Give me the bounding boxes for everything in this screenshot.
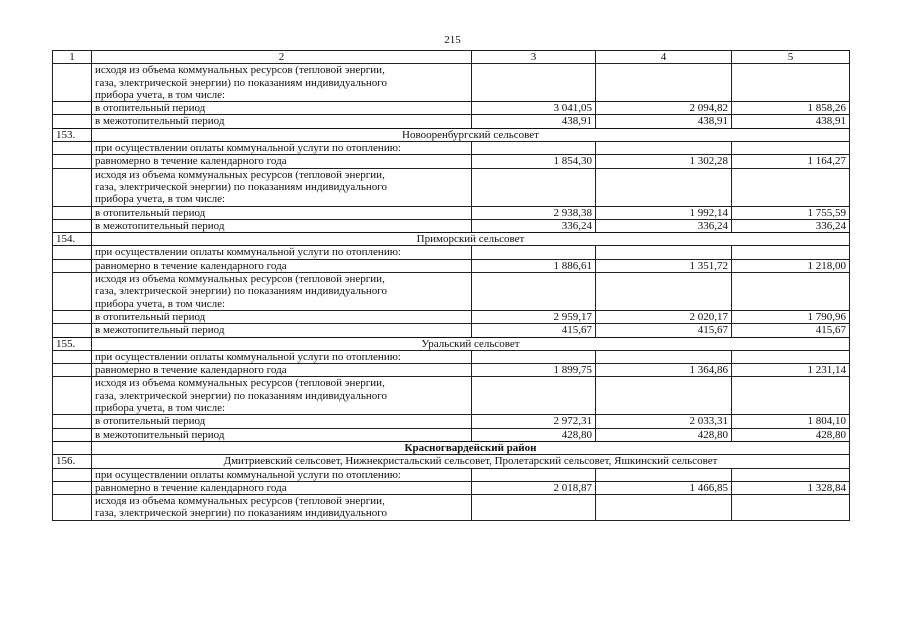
value-cell: 1 858,26 — [732, 102, 850, 115]
value-cell: 2 020,17 — [596, 310, 732, 323]
value-cell: 415,67 — [732, 324, 850, 337]
row-label: при осуществлении оплаты коммунальной услуги по отоплению: — [92, 468, 472, 481]
value-cell: 428,80 — [596, 428, 732, 441]
row-label: в межотопительный период — [92, 115, 472, 128]
row-label: исходя из объема коммунальных ресурсов (тепловой энергии, газа, электрической энергии) по показаниям индивидуального — [92, 495, 472, 521]
value-cell: 1 466,85 — [596, 481, 732, 494]
section-name: Новооренбургский сельсовет — [92, 128, 850, 141]
row-label: исходя из объема коммунальных ресурсов (тепловой энергии, газа, электрической энергии) по показаниям индивидуального прибора учета, в том числе: — [92, 168, 472, 206]
table-row — [53, 428, 850, 441]
row-label: равномерно в течение календарного года — [92, 259, 472, 272]
row-label: в отопительный период — [92, 310, 472, 323]
section-header-row — [53, 455, 850, 468]
value-cell: 2 959,17 — [472, 310, 596, 323]
value-cell: 3 041,05 — [472, 102, 596, 115]
table-row — [53, 219, 850, 232]
district-name: Красногвардейский район — [92, 441, 850, 454]
table-row — [53, 259, 850, 272]
value-cell: 336,24 — [732, 219, 850, 232]
row-label: при осуществлении оплаты коммунальной услуги по отоплению: — [92, 350, 472, 363]
table-row — [53, 495, 850, 521]
value-cell: 1 899,75 — [472, 364, 596, 377]
value-cell: 2 972,31 — [472, 415, 596, 428]
value-cell: 2 018,87 — [472, 481, 596, 494]
section-header-row — [53, 233, 850, 246]
value-cell: 1 218,00 — [732, 259, 850, 272]
section-name: Приморский сельсовет — [92, 233, 850, 246]
table-row — [53, 115, 850, 128]
page-number: 215 — [444, 34, 461, 46]
section-number: 155. — [53, 337, 92, 350]
section-number: 154. — [53, 233, 92, 246]
table-row — [53, 481, 850, 494]
table-row — [53, 64, 850, 102]
row-label: в отопительный период — [92, 415, 472, 428]
row-label: исходя из объема коммунальных ресурсов (тепловой энергии, газа, электрической энергии) по показаниям индивидуального прибора учета, в том числе: — [92, 64, 472, 102]
row-label: в межотопительный период — [92, 324, 472, 337]
value-cell: 1 351,72 — [596, 259, 732, 272]
value-cell: 1 364,86 — [596, 364, 732, 377]
value-cell: 1 854,30 — [472, 155, 596, 168]
table-row — [53, 273, 850, 311]
value-cell: 1 164,27 — [732, 155, 850, 168]
table-row — [53, 364, 850, 377]
section-header-row — [53, 337, 850, 350]
section-header-row — [53, 128, 850, 141]
table-row — [53, 310, 850, 323]
value-cell: 428,80 — [732, 428, 850, 441]
table-row — [53, 102, 850, 115]
value-cell: 1 231,14 — [732, 364, 850, 377]
value-cell: 2 033,31 — [596, 415, 732, 428]
table-row — [53, 415, 850, 428]
row-label: исходя из объема коммунальных ресурсов (тепловой энергии, газа, электрической энергии) по показаниям индивидуального прибора учета, в том числе: — [92, 273, 472, 311]
value-cell: 415,67 — [596, 324, 732, 337]
header-cell: 4 — [596, 51, 732, 64]
value-cell: 1 328,84 — [732, 481, 850, 494]
header-cell: 2 — [92, 51, 472, 64]
row-label: в межотопительный период — [92, 428, 472, 441]
row-label: при осуществлении оплаты коммунальной услуги по отоплению: — [92, 246, 472, 259]
value-cell: 438,91 — [596, 115, 732, 128]
row-label: при осуществлении оплаты коммунальной услуги по отоплению: — [92, 142, 472, 155]
header-cell: 1 — [53, 51, 92, 64]
table-row — [53, 324, 850, 337]
value-cell: 1 302,28 — [596, 155, 732, 168]
value-cell: 1 755,59 — [732, 206, 850, 219]
section-name: Дмитриевский сельсовет, Нижнекристальский сельсовет, Пролетарский сельсовет, Яшкинский сельсовет — [92, 455, 850, 468]
value-cell: 1 804,10 — [732, 415, 850, 428]
row-label: в отопительный период — [92, 206, 472, 219]
value-cell: 1 886,61 — [472, 259, 596, 272]
value-cell: 415,67 — [472, 324, 596, 337]
table-row — [53, 246, 850, 259]
value-cell: 336,24 — [472, 219, 596, 232]
tariff-table — [52, 50, 850, 521]
table-row — [53, 155, 850, 168]
table-row — [53, 168, 850, 206]
header-row — [53, 51, 850, 64]
row-label: равномерно в течение календарного года — [92, 481, 472, 494]
value-cell: 1 790,96 — [732, 310, 850, 323]
section-name: Уральский сельсовет — [92, 337, 850, 350]
section-number: 153. — [53, 128, 92, 141]
row-label: в отопительный период — [92, 102, 472, 115]
value-cell: 438,91 — [472, 115, 596, 128]
value-cell: 428,80 — [472, 428, 596, 441]
row-label: равномерно в течение календарного года — [92, 155, 472, 168]
table-row — [53, 377, 850, 415]
table-row — [53, 142, 850, 155]
table-row — [53, 350, 850, 363]
value-cell: 2 938,38 — [472, 206, 596, 219]
section-number: 156. — [53, 455, 92, 468]
table-row — [53, 468, 850, 481]
row-label: в межотопительный период — [92, 219, 472, 232]
header-cell: 3 — [472, 51, 596, 64]
row-label: равномерно в течение календарного года — [92, 364, 472, 377]
value-cell: 438,91 — [732, 115, 850, 128]
row-label: исходя из объема коммунальных ресурсов (тепловой энергии, газа, электрической энергии) по показаниям индивидуального прибора учета, в том числе: — [92, 377, 472, 415]
district-header-row — [53, 441, 850, 454]
header-cell: 5 — [732, 51, 850, 64]
value-cell: 1 992,14 — [596, 206, 732, 219]
table-row — [53, 206, 850, 219]
value-cell: 336,24 — [596, 219, 732, 232]
value-cell: 2 094,82 — [596, 102, 732, 115]
